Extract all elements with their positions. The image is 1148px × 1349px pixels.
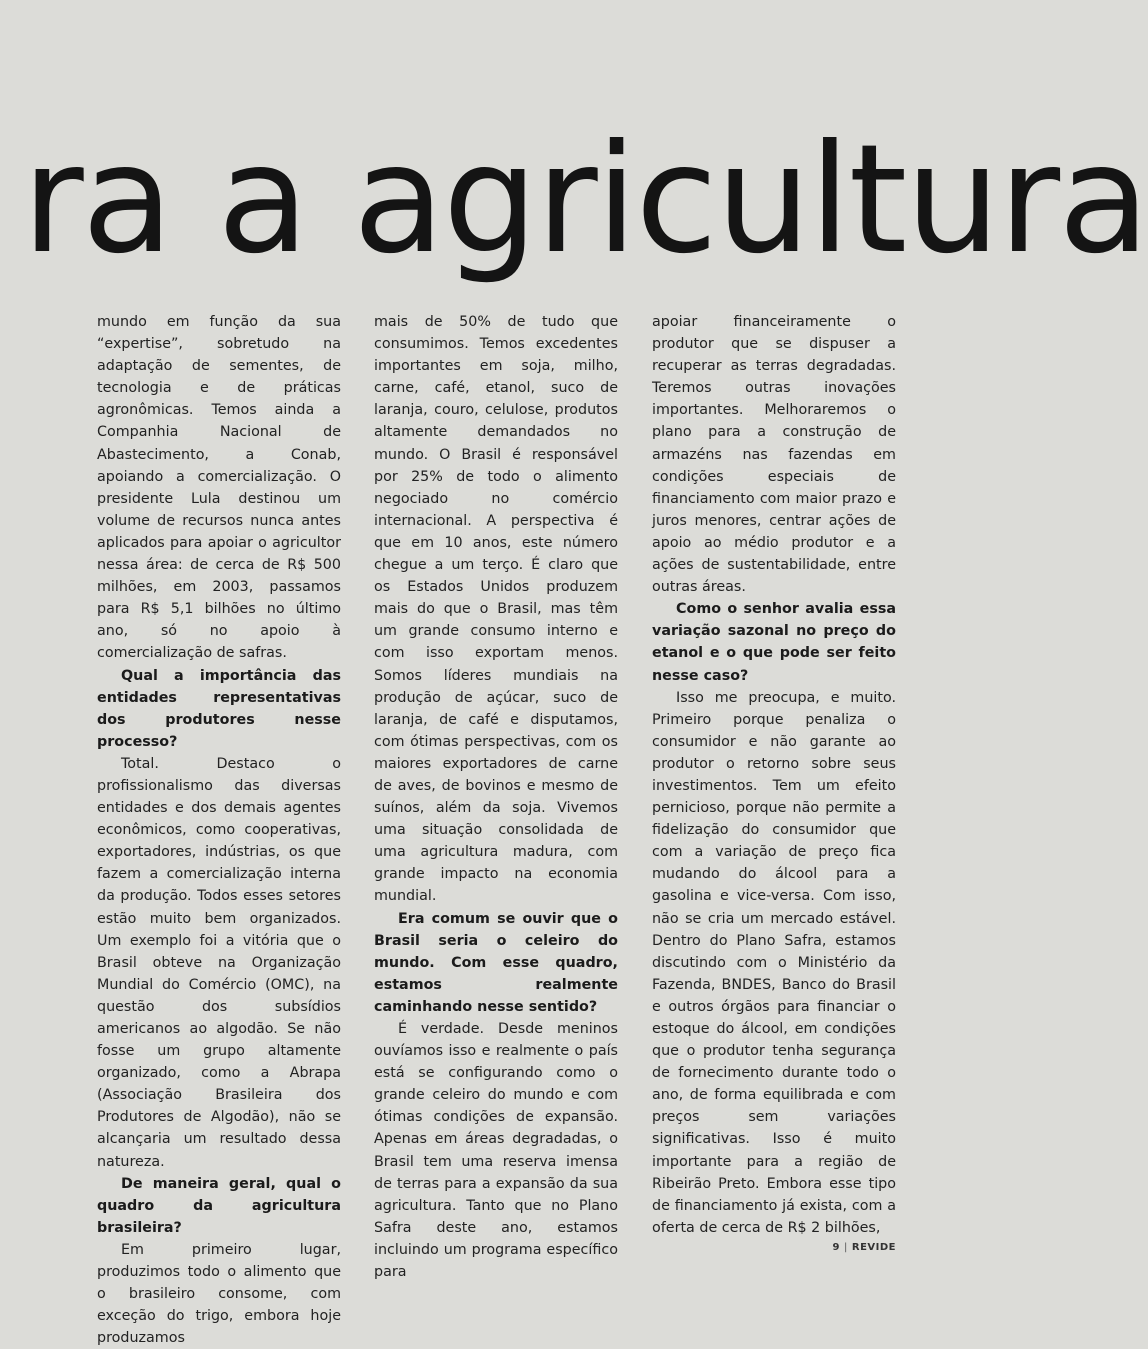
text-column-1 — [97, 311, 341, 1349]
question-paragraph: Como o senhor avalia essa variação sazonal no preço do etanol e o que pode ser feito nesse caso? — [652, 601, 896, 684]
footer-separator: | — [844, 1242, 848, 1253]
text-column-3 — [652, 311, 896, 1239]
body-paragraph: Total. Destaco o profissionalismo das diversas entidades e dos demais agentes econômicos, como cooperativas, exportadores, indústrias, os que fazem a comercialização interna da produção. Todos esses setores estão muito bem organizados. Um exemplo foi a vitória que o Brasil obteve na Organização Mundial do Comércio (OMC), na questão dos subsídios americanos ao algodão. Se não fosse um grupo altamente organizado, como a Abrapa (Associação Brasileira dos Produtores de Algodão), não se alcançaria um resultado dessa natureza. — [97, 755, 341, 1170]
page-footer — [833, 1242, 896, 1253]
body-paragraph: Isso me preocupa, e muito. Primeiro porque penaliza o consumidor e não garante ao produtor o retorno sobre seus investimentos. Tem um efeito pernicioso, porque não permite a fidelização do consumidor que com a variação de preço fica mudando do álcool para a gasolina e vice-versa. Com isso, não se cria um mercado estável. Dentro do Plano Safra, estamos discutindo com o Ministério da Fazenda, BNDES, Banco do Brasil e outros órgãos para financiar o estoque do álcool, em condições que o produtor tenha segurança de fornecimento durante todo o ano, de forma equilibrada e com preços sem variações significativas. Isso é muito importante para a região de Ribeirão Preto. Embora esse tipo de financiamento já exista, com a oferta de cerca de R$ 2 bilhões, — [652, 689, 896, 1236]
question-paragraph: De maneira geral, qual o quadro da agricultura brasileira? — [97, 1175, 341, 1236]
headline: ra a agricultura — [22, 113, 1148, 287]
body-paragraph: É verdade. Desde meninos ouvíamos isso e realmente o país está se configurando como o grande celeiro do mundo e com ótimas condições de expansão. Apenas em áreas degradadas, o Brasil tem uma reserva imensa de terras para a expansão da sua agricultura. Tanto que no Plano Safra deste ano, estamos incluindo um programa específico para — [374, 1021, 618, 1281]
page-number: 9 — [832, 1242, 840, 1253]
body-paragraph: Em primeiro lugar, produzimos todo o alimento que o brasileiro consome, com exceção do trigo, embora hoje produzamos — [97, 1241, 341, 1347]
text-column-2 — [374, 311, 618, 1283]
magazine-name: REVIDE — [851, 1242, 896, 1253]
body-paragraph: mais de 50% de tudo que consumimos. Temos excedentes importantes em soja, milho, carne, café, etanol, suco de laranja, couro, celulose, produtos altamente demandados no mundo. O Brasil é responsável por 25% de todo o alimento negociado no comércio internacional. A perspectiva é que em 10 anos, este número chegue a um terço. É claro que os Estados Unidos produzem mais do que o Brasil, mas têm um grande consumo interno e com isso exportam menos. Somos líderes mundiais na produção de açúcar, suco de laranja, de café e disputamos, com ótimas perspectivas, com os maiores exportadores de carne de aves, de bovinos e mesmo de suínos, além da soja. Vivemos uma situação consolidada de uma agricultura madura, com grande impacto na economia mundial. — [374, 314, 618, 905]
body-paragraph: apoiar financeiramente o produtor que se dispuser a recuperar as terras degradadas. Teremos outras inovações importantes. Melhoraremos o plano para a construção de armazéns nas fazendas em condições especiais de financiamento com maior prazo e juros menores, centrar ações de apoio ao médio produtor e a ações de sustentabilidade, entre outras áreas. — [652, 314, 896, 596]
question-paragraph: Era comum se ouvir que o Brasil seria o celeiro do mundo. Com esse quadro, estamos realmente caminhando nesse sentido? — [374, 910, 618, 1015]
body-paragraph: mundo em função da sua “expertise”, sobretudo na adaptação de sementes, de tecnologia e de práticas agronômicas. Temos ainda a Companhia Nacional de Abastecimento, a Conab, apoiando a comercialização. O presidente Lula destinou um volume de recursos nunca antes aplicados para apoiar o agricultor nessa área: de cerca de R$ 500 milhões, em 2003, passamos para R$ 5,1 bilhões no último ano, só no apoio à comercialização de safras. — [97, 314, 341, 662]
question-paragraph: Qual a importância das entidades representativas dos produtores nesse processo? — [97, 667, 341, 750]
